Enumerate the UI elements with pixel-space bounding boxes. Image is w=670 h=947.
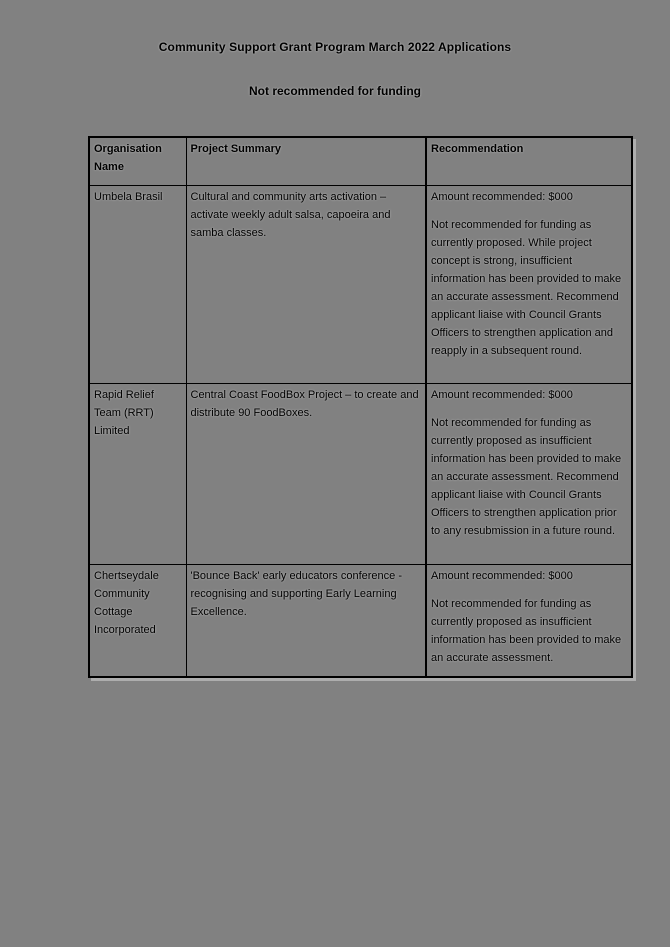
- page-title: Community Support Grant Program March 2022 Applications: [158, 40, 512, 54]
- project-summary-cell: Central Coast FoodBox Project – to create and distribute 90 FoodBoxes.: [186, 384, 426, 565]
- organisation-cell: Rapid Relief Team (RRT) Limited: [89, 384, 186, 565]
- column-header-recommendation: Recommendation: [426, 137, 632, 186]
- recommendation-cell: [426, 186, 632, 384]
- table-row: [89, 565, 632, 678]
- recommendation-text: Not recommended for funding as currently proposed as insufficient information has been provided to make an accurate assessment. Recommend applicant liaise with Council Grants Officers to strengthen application prior to any resubmission in a future round.: [431, 417, 622, 537]
- organisation-cell: Umbela Brasil: [89, 186, 186, 384]
- project-summary-cell: Cultural and community arts activation – activate weekly adult salsa, capoeira and samba classes.: [186, 186, 426, 384]
- column-header-project-summary: Project Summary: [186, 137, 426, 186]
- table-header-row: [89, 137, 632, 186]
- organisation-cell: Chertseydale Community Cottage Incorporated: [89, 565, 186, 678]
- recommendation-cell: [426, 565, 632, 678]
- project-summary-cell: 'Bounce Back' early educators conference - recognising and supporting Early Learning Excellence.: [186, 565, 426, 678]
- recommendation-text: Not recommended for funding as currently proposed as insufficient information has been provided to make an accurate assessment.: [431, 598, 622, 664]
- recommendation-text: Not recommended for funding as currently proposed. While project concept is strong, insufficient information has been provided to make an accurate assessment. Recommend applicant liaise with Council Grants Officers to strengthen application and reapply in a subsequent round.: [431, 219, 622, 357]
- amount-recommended-line: Amount recommended: $000: [431, 389, 573, 401]
- page-subtitle: Not recommended for funding: [249, 84, 421, 98]
- column-header-organisation-name: Organisation Name: [89, 137, 186, 186]
- table-row: [89, 186, 632, 384]
- amount-recommended-line: Amount recommended: $000: [431, 191, 573, 203]
- recommendation-cell: [426, 384, 632, 565]
- amount-recommended-line: Amount recommended: $000: [431, 570, 573, 582]
- table-row: [89, 384, 632, 565]
- grants-table: [88, 136, 633, 678]
